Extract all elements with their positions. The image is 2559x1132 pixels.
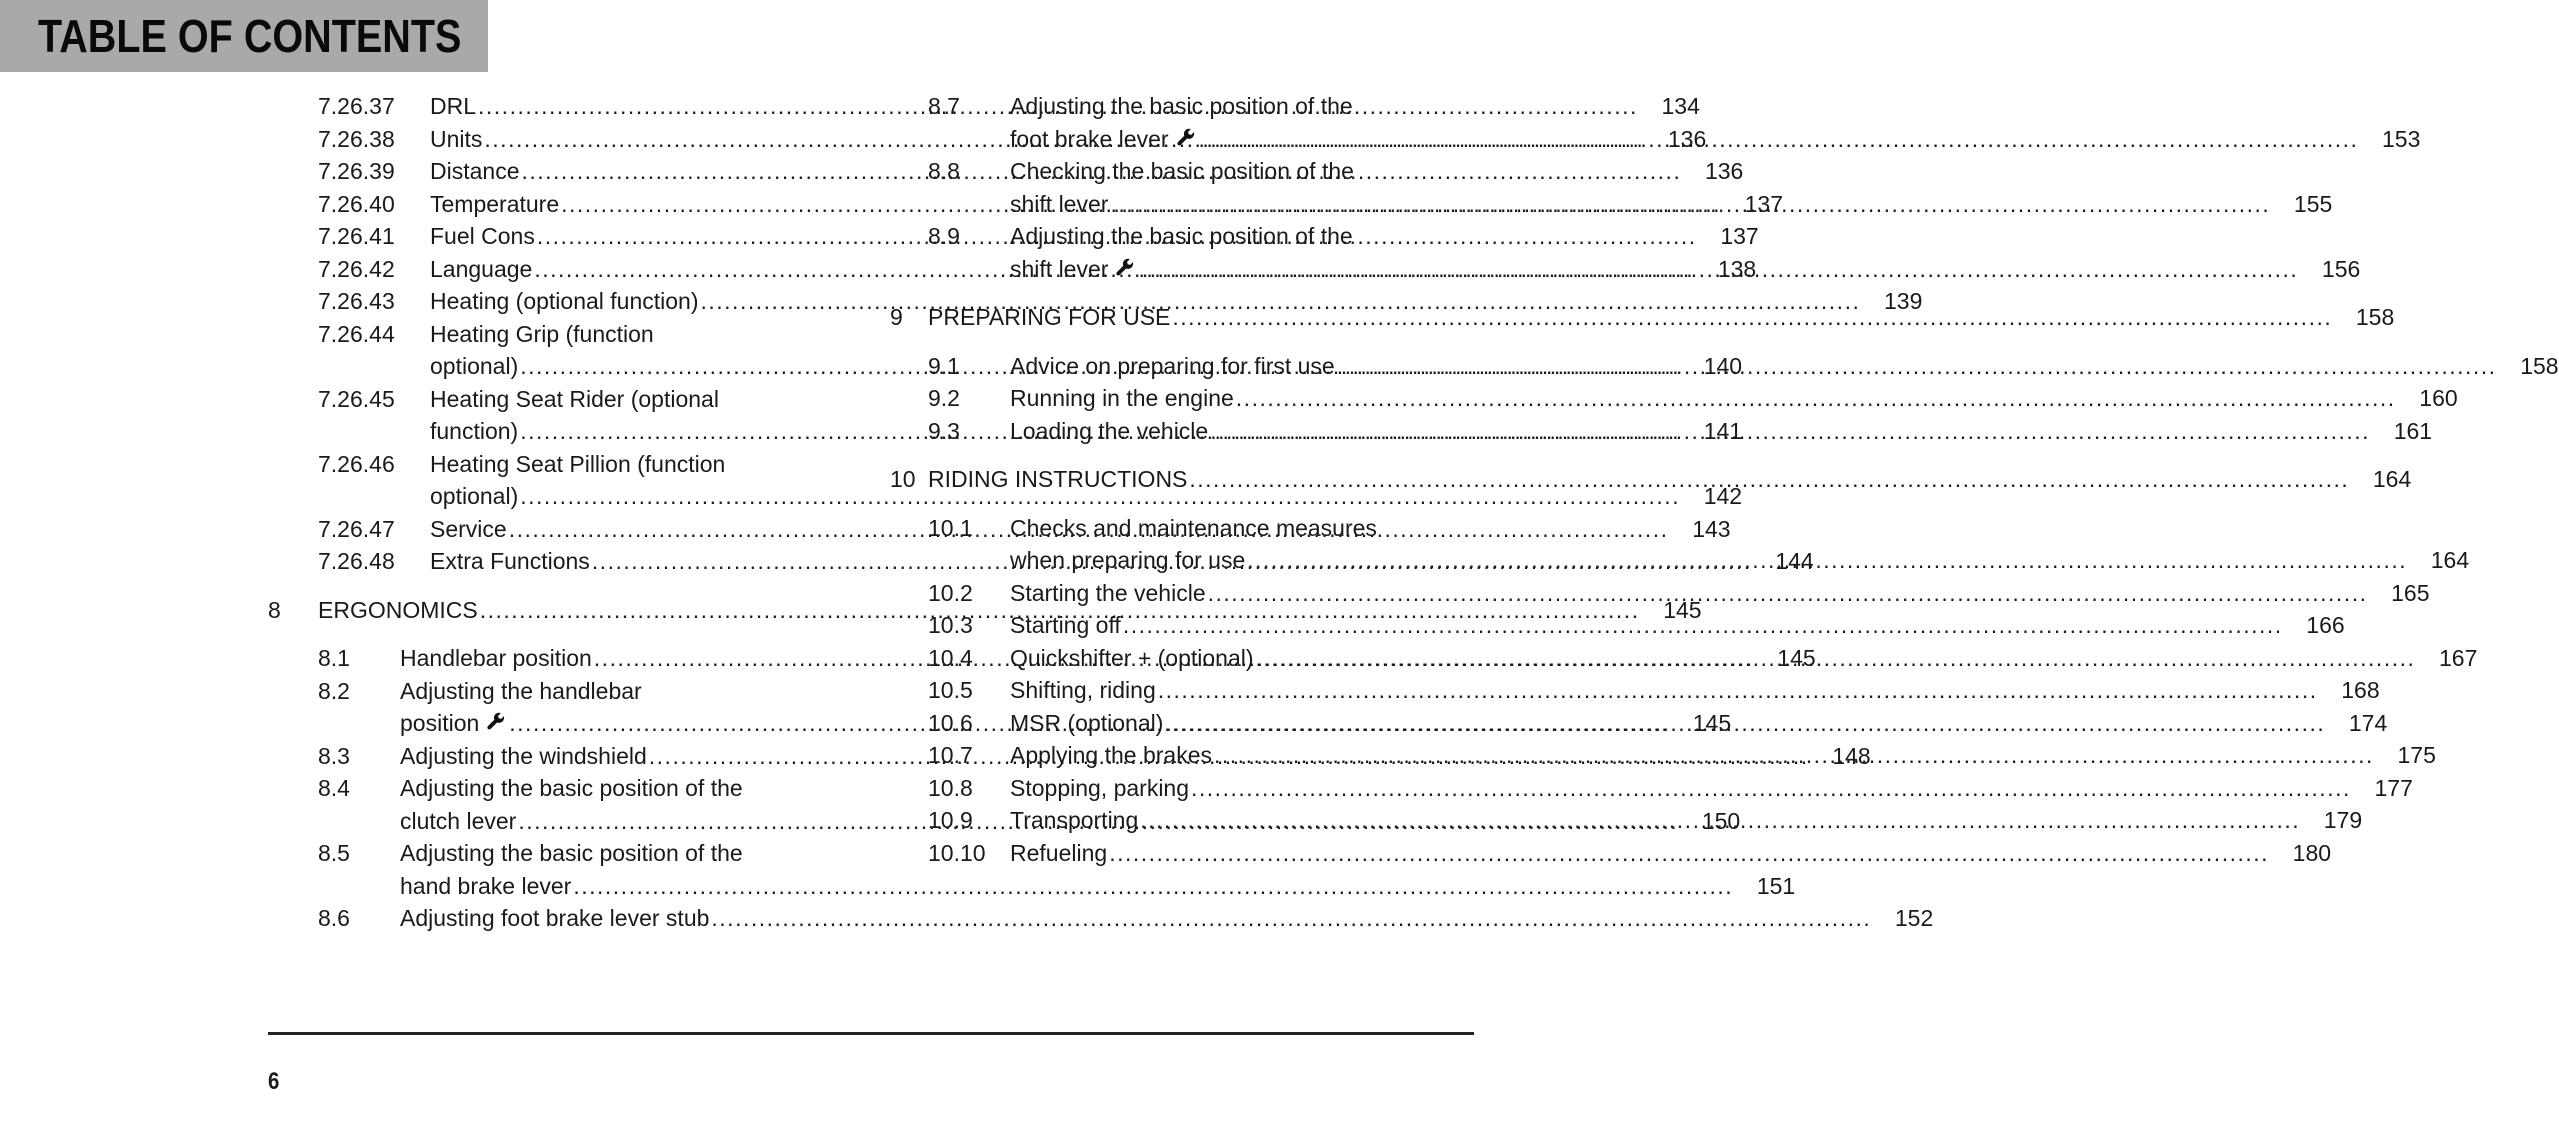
entry-title: Quickshifter + (optional) — [1010, 644, 1254, 671]
page-ref[interactable]: 136 — [1704, 158, 1744, 184]
entry-title: Service — [430, 515, 507, 542]
entry-text — [1010, 642, 2477, 675]
entry-line — [1010, 220, 2360, 253]
entry-text — [1010, 804, 2362, 837]
entry-title: clutch lever — [400, 807, 517, 834]
entry-line — [400, 870, 1795, 903]
page-ref[interactable]: 151 — [1756, 872, 1796, 899]
entry-title: Adjusting the basic position of the — [400, 775, 743, 801]
entry-title: Stopping, parking — [1010, 774, 1190, 801]
dot-leader — [1247, 544, 2407, 577]
entry-text — [1010, 350, 2559, 383]
entry-number: 7.26.41 — [318, 223, 395, 249]
entry-text — [1010, 707, 2387, 740]
dot-leader — [1138, 253, 2298, 286]
entry-title: Running in the engine — [1010, 385, 1234, 411]
entry-number: 10.3 — [928, 612, 973, 638]
page-ref[interactable]: 148 — [1832, 742, 1871, 769]
entry-line — [1010, 739, 2436, 772]
entry-title: optional) — [430, 483, 519, 509]
page-ref[interactable]: 164 — [2430, 547, 2470, 573]
entry-title: foot brake lever — [1010, 125, 1169, 152]
entry-line — [1010, 837, 2331, 870]
entry-title: shift lever — [1010, 190, 1109, 217]
entry-title: Adjusting foot brake lever stub — [400, 905, 710, 931]
entry-text — [1010, 512, 2469, 577]
entry-title: optional) — [430, 353, 519, 379]
page-ref[interactable]: 168 — [2341, 677, 2380, 703]
entry-line — [1010, 707, 2387, 740]
entry-number: 8.3 — [318, 742, 350, 769]
entry-title: Units — [430, 125, 483, 152]
footer-rule — [268, 1032, 1474, 1035]
entry-text — [1010, 155, 2332, 220]
entry-title: Adjusting the windshield — [400, 742, 647, 769]
entry-number: 7.26.47 — [318, 515, 395, 542]
entry-title: function) — [430, 418, 519, 444]
entry-number: 8.2 — [318, 677, 350, 704]
entry-number: 8.8 — [928, 158, 960, 184]
entry-number: 9.2 — [928, 385, 960, 411]
entry-number: 7.26.43 — [318, 288, 395, 314]
entry-line — [1010, 188, 2332, 221]
dot-leader — [1214, 739, 2374, 772]
entry-text — [1010, 415, 2432, 448]
page-ref[interactable]: 158 — [2355, 304, 2395, 330]
page-ref[interactable]: 145 — [1777, 645, 1816, 671]
entry-number: 9.1 — [928, 352, 960, 379]
entry-number: 10.8 — [928, 774, 973, 801]
page-ref[interactable]: 161 — [2393, 417, 2433, 444]
entry-line — [400, 902, 1933, 935]
entry-title: Heating (optional function) — [430, 288, 699, 314]
entry-line — [1010, 123, 2420, 156]
entry-title: Loading the vehicle — [1010, 417, 1209, 444]
page-ref[interactable]: 143 — [1692, 515, 1731, 542]
page-ref[interactable]: 134 — [1661, 93, 1700, 119]
entry-line — [1010, 382, 2458, 415]
entry-title: Adjusting the handlebar — [400, 677, 642, 704]
page-ref[interactable]: 150 — [1701, 807, 1741, 834]
entry-title: Extra Functions — [430, 548, 590, 574]
entry-number: 7.26.42 — [318, 255, 395, 282]
page-ref[interactable]: 144 — [1775, 548, 1814, 574]
entry-number: 7.26.44 — [318, 320, 395, 347]
entry-number: 8.4 — [318, 775, 350, 801]
entry-title: Adjusting the basic position of the — [400, 840, 743, 866]
entry-title: Adjusting the basic position of the — [1010, 93, 1353, 119]
dot-leader — [1208, 577, 2368, 610]
dot-leader — [711, 902, 1871, 935]
entry-number: 10.1 — [928, 514, 973, 541]
entry-text — [1010, 220, 2360, 285]
entry-title: Applying the brakes — [1010, 742, 1213, 768]
toc-entry[interactable] — [890, 837, 2332, 870]
page-ref[interactable]: 145 — [1663, 596, 1702, 623]
entry-number: 10.2 — [928, 579, 973, 606]
entry-number: 8.1 — [318, 645, 350, 671]
entry-number: 8.7 — [928, 93, 960, 119]
dot-leader — [1337, 350, 2497, 383]
entry-title: MSR (optional) — [1010, 709, 1164, 736]
entry-line — [1010, 772, 2413, 805]
entry-text — [1010, 577, 2429, 610]
dot-leader — [1256, 642, 2416, 675]
entry-title: shift lever — [1010, 255, 1109, 282]
entry-title: Language — [430, 255, 533, 282]
entry-title: Advice on preparing for first use — [1010, 352, 1335, 379]
chapter-title: RIDING INSTRUCTIONS — [928, 466, 1188, 492]
chapter-number: 8 — [268, 596, 281, 623]
entry-number: 10.5 — [928, 677, 973, 703]
page-ref[interactable]: 175 — [2397, 742, 2436, 768]
entry-number: 7.26.39 — [318, 158, 395, 184]
page-ref[interactable]: 137 — [1720, 223, 1759, 249]
entry-number: 10.6 — [928, 709, 973, 736]
entry-title: Refueling — [1010, 839, 1108, 866]
dot-leader — [1210, 415, 2370, 448]
chapter-line — [928, 463, 2411, 496]
entry-text — [1010, 674, 2380, 707]
page-ref[interactable]: 164 — [2372, 466, 2412, 492]
page-ref[interactable]: 152 — [1894, 905, 1934, 931]
entry-title: Checking the basic position of the — [1010, 158, 1354, 184]
entry-title: when preparing for use — [1010, 547, 1246, 573]
entry-number: 7.26.45 — [318, 385, 395, 412]
entry-number: 8.6 — [318, 905, 350, 931]
entry-title: Starting off — [1010, 612, 1121, 638]
entry-text — [1010, 609, 2345, 642]
page-ref[interactable]: 155 — [2293, 190, 2333, 217]
toc-entry[interactable] — [268, 902, 1934, 935]
page-ref[interactable]: 179 — [2323, 807, 2363, 833]
page-ref[interactable]: 165 — [2391, 579, 2430, 606]
dot-leader — [1110, 188, 2270, 221]
entry-title: hand brake lever — [400, 872, 572, 899]
page-ref[interactable]: 158 — [2520, 352, 2559, 379]
page-ref[interactable]: 167 — [2439, 644, 2478, 671]
entry-number: 7.26.37 — [318, 93, 395, 119]
entry-title: Temperature — [430, 190, 560, 217]
dot-leader — [573, 870, 1733, 903]
page-ref[interactable]: 140 — [1703, 353, 1743, 379]
entry-line — [1010, 350, 2559, 383]
entry-title: Handlebar position — [400, 645, 592, 671]
entry-title: Fuel Cons — [430, 223, 535, 249]
entry-text — [1010, 772, 2413, 805]
entry-text — [400, 902, 1933, 935]
entry-number: 8.9 — [928, 223, 960, 249]
entry-title: Shifting, riding — [1010, 677, 1156, 703]
wrench-icon — [485, 707, 507, 727]
entry-line — [1010, 415, 2432, 448]
dot-leader — [1191, 772, 2351, 805]
dot-leader — [1165, 707, 2325, 740]
page-title: TABLE OF CONTENTS — [38, 10, 462, 62]
entry-number: 8.5 — [318, 840, 350, 866]
chapter-title: PREPARING FOR USE — [928, 304, 1171, 330]
entry-line — [1010, 642, 2477, 675]
entry-number: 10.4 — [928, 644, 973, 671]
entry-title: Distance — [430, 158, 520, 184]
dot-leader — [1236, 382, 2396, 415]
page-ref[interactable]: 136 — [1667, 125, 1707, 152]
entry-title: Heating Grip (function — [430, 320, 654, 347]
page-ref[interactable]: 156 — [2321, 255, 2361, 282]
chapter-text — [928, 463, 2411, 496]
entry-title: Adjusting the basic position of the — [1010, 223, 1353, 249]
entry-title: Heating Seat Pillion (function — [430, 450, 726, 477]
wrench-icon — [1114, 253, 1136, 273]
page-ref[interactable]: 177 — [2374, 774, 2413, 801]
page-ref[interactable]: 166 — [2306, 612, 2345, 638]
entry-text — [1010, 739, 2436, 772]
wrench-icon — [1175, 123, 1197, 143]
chapter-line — [928, 301, 2394, 334]
dot-leader — [1172, 301, 2332, 334]
chapter-number: 9 — [890, 304, 903, 330]
entry-line — [1010, 674, 2380, 707]
entry-line — [1010, 253, 2360, 286]
entry-line — [1010, 512, 2469, 545]
page-ref[interactable]: 141 — [1703, 418, 1743, 444]
entry-title: position — [400, 710, 480, 736]
page-ref[interactable]: 174 — [2348, 709, 2388, 736]
entry-number: 10.10 — [928, 839, 986, 866]
chapter-text — [928, 301, 2394, 334]
entry-number: 7.26.38 — [318, 125, 395, 152]
dot-leader — [1158, 674, 2318, 707]
entry-line — [1010, 804, 2362, 837]
dot-leader — [1123, 609, 2283, 642]
entry-title: Heating Seat Rider (optional — [430, 385, 719, 412]
chapter-title: ERGONOMICS — [318, 596, 478, 623]
dot-leader — [1140, 804, 2300, 837]
entry-title: Transporting — [1010, 807, 1139, 833]
entry-number: 10.9 — [928, 807, 973, 833]
dot-leader — [1109, 837, 2269, 870]
entry-text — [1010, 837, 2331, 870]
entry-number: 7.26.46 — [318, 450, 395, 477]
entry-line — [1010, 609, 2345, 642]
entry-line — [1010, 577, 2429, 610]
entry-number: 7.26.48 — [318, 548, 395, 574]
chapter-number: 10 — [890, 466, 916, 492]
dot-leader — [1199, 123, 2359, 156]
entry-title: Starting the vehicle — [1010, 579, 1206, 606]
dot-leader — [1189, 463, 2349, 496]
entry-number: 10.7 — [928, 742, 973, 768]
toc-entry[interactable] — [890, 674, 2380, 707]
entry-text — [1010, 382, 2458, 415]
header-band — [0, 0, 488, 72]
toc-entry[interactable] — [890, 382, 2458, 415]
page-ref[interactable]: 160 — [2419, 385, 2458, 411]
page-ref[interactable]: 145 — [1692, 710, 1732, 736]
entry-number: 7.26.40 — [318, 190, 395, 217]
entry-number: 9.3 — [928, 417, 960, 444]
entry-title: Checks and maintenance measures — [1010, 514, 1377, 541]
entry-line — [1010, 90, 2420, 123]
entry-title: DRL — [430, 93, 477, 119]
page-ref[interactable]: 180 — [2292, 839, 2332, 866]
page-ref[interactable]: 142 — [1703, 483, 1743, 509]
page-ref[interactable]: 139 — [1883, 288, 1923, 314]
entry-line — [1010, 544, 2469, 577]
toc-entry[interactable] — [890, 772, 2413, 805]
page-ref[interactable]: 153 — [2382, 125, 2421, 152]
entry-line — [1010, 155, 2332, 188]
page-ref[interactable]: 137 — [1744, 190, 1783, 217]
page-ref[interactable]: 138 — [1717, 255, 1757, 282]
page-number: 6 — [268, 1068, 280, 1095]
entry-text — [1010, 90, 2420, 155]
